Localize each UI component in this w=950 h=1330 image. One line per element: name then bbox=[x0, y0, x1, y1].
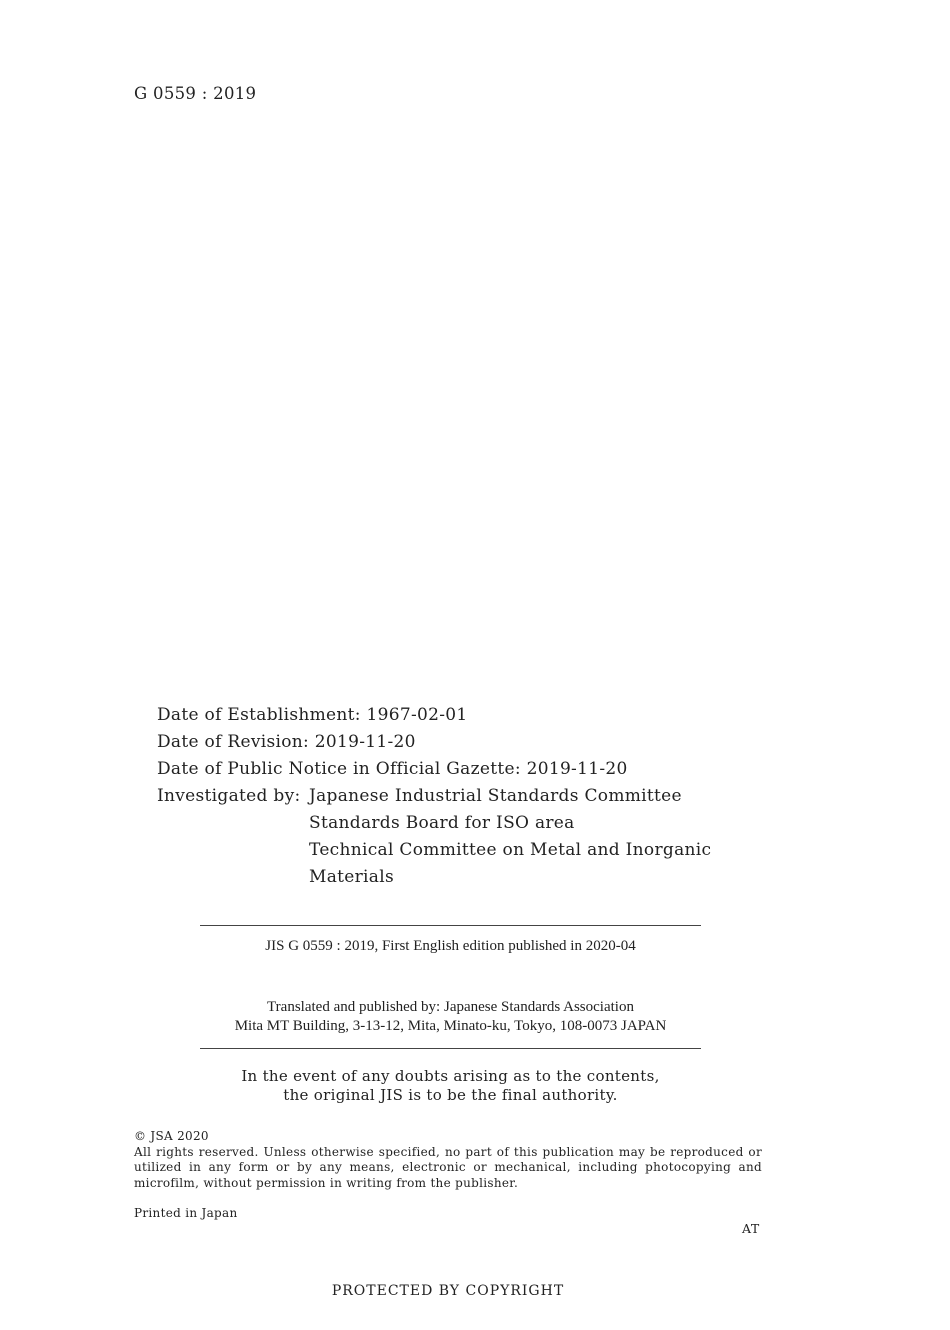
document-info bbox=[157, 702, 711, 891]
authority-note bbox=[200, 1067, 701, 1105]
investigated-line: Japanese Industrial Standards Committee bbox=[309, 786, 682, 806]
investigated-lines bbox=[309, 783, 711, 891]
divider-bottom bbox=[200, 1048, 701, 1049]
standard-number: G 0559 : 2019 bbox=[134, 84, 257, 103]
public-notice-date: Date of Public Notice in Official Gazette: 2019-11-20 bbox=[157, 759, 628, 779]
page-code: AT bbox=[742, 1221, 760, 1236]
establishment-date: Date of Establishment: 1967-02-01 bbox=[157, 705, 468, 725]
investigated-by bbox=[157, 783, 711, 891]
publisher-line: Translated and published by: Japanese Standards Association bbox=[267, 999, 634, 1015]
copyright-notice: © JSA 2020 bbox=[134, 1129, 209, 1143]
protected-by-copyright: PROTECTED BY COPYRIGHT bbox=[331, 1283, 565, 1299]
revision-date: Date of Revision: 2019-11-20 bbox=[157, 732, 416, 752]
investigated-line: Standards Board for ISO area bbox=[309, 813, 575, 833]
printed-in: Printed in Japan bbox=[134, 1206, 238, 1220]
investigated-label: Investigated by: bbox=[157, 786, 301, 806]
authority-line: the original JIS is to be the final authority. bbox=[283, 1086, 618, 1104]
copyright-block bbox=[134, 1129, 762, 1191]
publisher-address: Mita MT Building, 3-13-12, Mita, Minato-ku, Tokyo, 108-0073 JAPAN bbox=[234, 1018, 667, 1034]
edition-statement: JIS G 0559 : 2019, First English edition published in 2020-04 bbox=[265, 938, 636, 954]
publisher-info bbox=[200, 998, 701, 1036]
investigated-line: Materials bbox=[309, 867, 394, 887]
rights-statement: All rights reserved. Unless otherwise specified, no part of this publication may be reproduced or utilized in any form or by any means, electronic or mechanical, including photocopying and microfilm, without permission in writing from the publisher. bbox=[134, 1144, 762, 1190]
authority-line: In the event of any doubts arising as to the contents, bbox=[241, 1067, 660, 1085]
divider-top bbox=[200, 925, 701, 926]
investigated-line: Technical Committee on Metal and Inorganic bbox=[309, 840, 712, 860]
